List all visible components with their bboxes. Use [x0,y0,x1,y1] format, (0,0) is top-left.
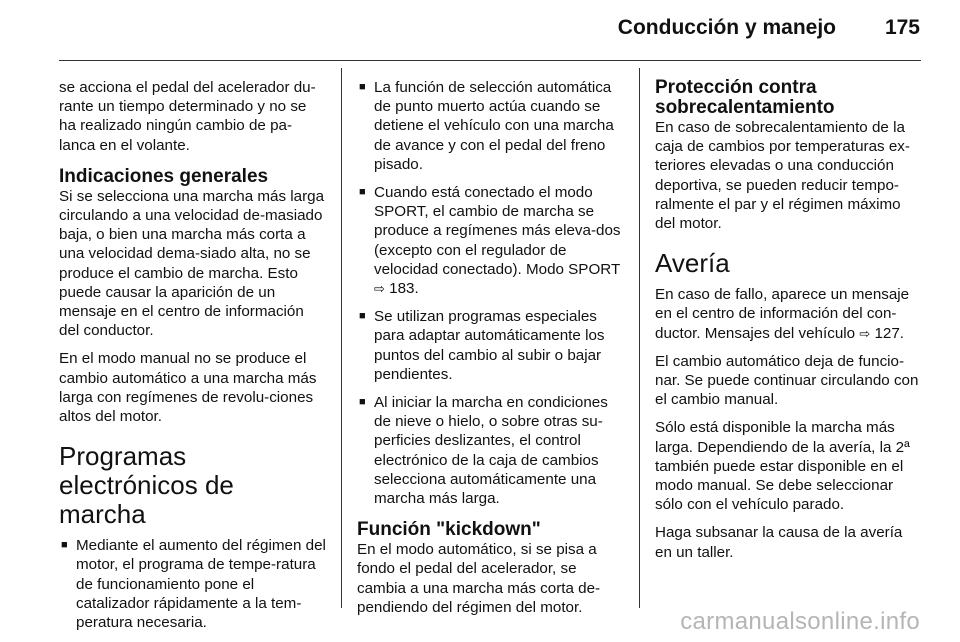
column-divider-1 [341,68,342,608]
list-item [357,78,622,174]
column-2 [357,78,622,626]
programs-list [59,536,327,632]
page-reference-link[interactable]: 127. [874,324,905,342]
page-number: 175 [884,16,920,39]
fault-paragraph-1 [655,285,921,343]
intro-paragraph: se acciona el pedal del acelerador du-rante un tiempo determinado y no se ha realizado ningún cambio de pa-lanca en el volante. [59,79,316,154]
list-item-text: Mediante el aumento del régimen del motor, el programa de tempe-ratura de funcionamiento pone el catalizador rápidamente a la tem-peratura necesaria. [76,537,326,632]
list-item [59,536,327,632]
heading-fault: Avería [655,248,730,279]
page-reference-arrow-icon: ⇨ [859,325,871,341]
column-divider-2 [639,68,640,608]
bullet-icon: ■ [359,186,366,199]
general-paragraph-2: En el modo manual no se produce el cambio automático a una marcha más larga con regímenes de revolu-ciones altos del motor. [59,350,317,426]
kickdown-paragraph: En el modo automático, si se pisa a fondo el pedal del acelerador, se cambia a una marcha más corta de-pendiendo del régimen del motor. [357,541,601,616]
fault-paragraph-2: El cambio automático deja de funcio-nar. Se puede continuar circulando con el cambio manual. [655,352,919,409]
fault-paragraph-4: Haga subsanar la causa de la avería en un taller. [655,524,903,561]
bullet-icon: ■ [359,396,366,409]
heading-programs: Programas electrónicos de marcha [59,441,234,530]
list-item [357,183,622,298]
watermark-text: carmanualsonline.info [680,608,920,635]
list-item [357,307,622,384]
page-reference-link[interactable]: 183. [389,280,419,298]
header-divider [59,60,921,61]
heading-general: Indicaciones generales [59,165,269,187]
heading-kickdown: Función "kickdown" [357,519,541,541]
heading-overheat-protection: Protección contra sobrecalentamiento [655,77,835,118]
column-3 [655,78,921,571]
overheat-paragraph: En caso de sobrecalentamiento de la caja de cambios por temperaturas ex-teriores elevadas o una conducción deportiva, se pueden reducir tempo-ralmente el par y el régimen máximo del motor. [655,119,910,233]
page-reference-arrow-icon: ⇨ [374,281,385,297]
bullet-icon: ■ [61,539,68,552]
fault-paragraph-3: Sólo está disponible la marcha más larga. Dependiendo de la avería, la 2ª también puede estar disponible en el modo manual. Se debe seleccionar sólo con el vehículo parado. [655,419,910,514]
list-item [357,393,622,508]
column-1 [59,78,327,641]
list-item-text: La función de selección automática de punto muerto actúa cuando se detiene el vehículo con una marcha de avance y con el pedal del freno pisado. [374,79,614,173]
list-item-text: Al iniciar la marcha en condiciones de nieve o hielo, o sobre otras su-perficies deslizantes, el control electrónico de la caja de cambios selecciona automáticamente una marcha más larga. [374,394,608,508]
fault-paragraph-1-text: En caso de fallo, aparece un mensaje en el centro de información del con-ductor. Mensajes del vehículo [655,286,910,342]
bullet-icon: ■ [359,81,366,93]
general-paragraph-1: Si se selecciona una marcha más larga circulando a una velocidad de-masiado baja, o bien una marcha más corta a una velocidad dema-siado alta, no se produce el cambio de marcha. Esto puede causar la aparición de un mensaje en el centro de información del conductor. [59,187,325,340]
section-title: Conducción y manejo [617,16,836,39]
programs-list-continued [357,78,622,508]
list-item-text: Se utilizan programas especiales para adaptar automáticamente los puntos del cambio al subir o bajar pendientes. [374,308,605,383]
bullet-icon: ■ [359,310,366,323]
list-item-text: Cuando está conectado el modo SPORT, el cambio de marcha se produce a regímenes más eleva-dos (excepto con el regulador de velocidad conectado). Modo SPORT [374,184,621,278]
